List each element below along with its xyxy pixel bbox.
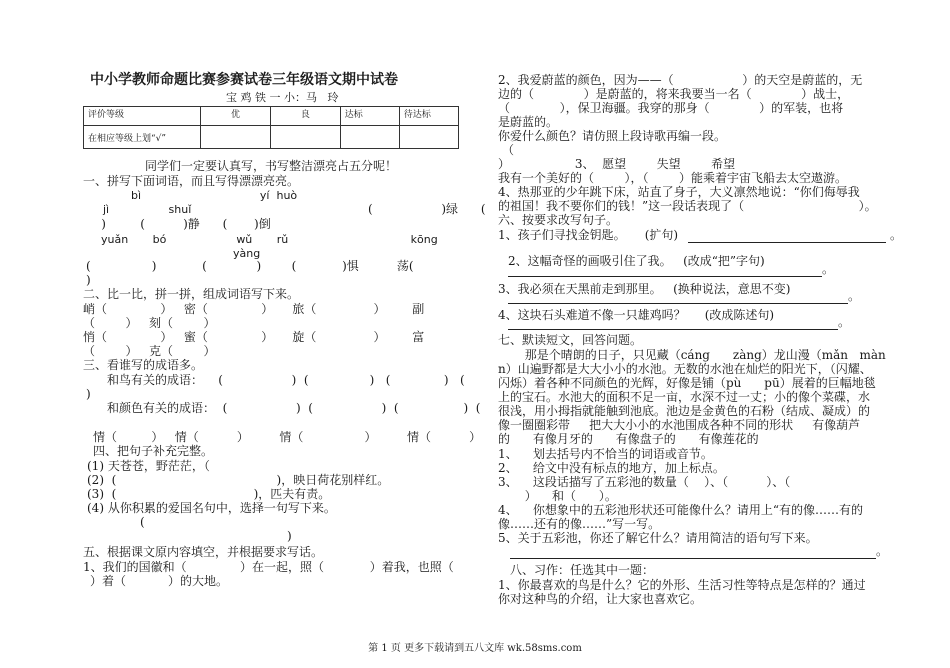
grade-cell: 达标 — [340, 107, 399, 126]
fill-line: 1、我们的国徽和（ ）在一起，照（ ）着我，也照（ — [83, 560, 454, 574]
section4-heading: 四、把句子补充完整。 — [93, 444, 214, 458]
period-mark: 。 — [822, 262, 835, 276]
fill-line: （ ），保卫海疆。我穿的那身（ ）的军装，也将 — [498, 101, 844, 115]
period-mark: 。 — [848, 289, 861, 303]
passage-line: 很浅，用小拇指就能触到池底。池边是金黄色的石粉（结成、凝成）的 — [498, 404, 871, 418]
idiom-line: 和鸟有关的成语： ( ) ( ) ( ) ( — [107, 373, 465, 387]
sentence-line: ) — [287, 529, 292, 543]
sentence-line: (3) ( )，匹夫有责。 — [87, 487, 331, 501]
fill-line: 4、热那亚的少年跳下床，站直了身子，大义凛然地说：“你们侮辱我 — [498, 185, 860, 199]
fill-line: 边的（ ）是蔚蓝的，将来我要当一名（ ）战士， — [498, 87, 850, 101]
writing-slogan: 同学们一定要认真写，书写整洁漂亮占五分呢！ — [145, 159, 398, 173]
word-choice-line: ） 3、 愿望 失望 希望 — [498, 157, 736, 171]
rewrite-question: 2、这幅奇怪的画吸引住了我。 (改成“把”字句) — [508, 254, 765, 268]
grade-cell[interactable] — [201, 126, 271, 149]
right-column — [480, 0, 950, 668]
sentence-line: (4) 从你积累的爱国名句中，选择一句写下来。 — [87, 501, 336, 515]
answer-line[interactable] — [508, 276, 822, 277]
word-pair-line: （ ） 克（ ） — [83, 344, 216, 358]
fill-line: ）着（ ）的大地。 — [90, 574, 228, 588]
rewrite-question: 1、孩子们寻找金钥匙。 (扩句) — [498, 228, 679, 242]
passage-line: 的 有像月牙的 有像盘子的 有像莲花的 — [498, 432, 759, 446]
idiom-line: 情（ ） 情（ ） 情（ ） 情（ ） — [93, 430, 482, 444]
reading-question: 1、 划去括号内不恰当的词语或音节。 — [498, 447, 713, 461]
grade-cell: 评价等级 — [84, 107, 201, 126]
grade-cell: 优 — [201, 107, 271, 126]
answer-line[interactable] — [510, 558, 876, 559]
reading-question: 5、关于五彩池，你还了解它什么？请用简洁的语句写下来。 — [498, 531, 818, 545]
blank-line: ( ) ( ) ( )惧 荡( — [86, 259, 414, 273]
reading-question: 像……还有的像……”写一写。 — [498, 517, 661, 531]
blank-line: ( )绿 ( — [368, 202, 486, 216]
grade-cell: 待达标 — [399, 107, 458, 126]
section7-heading: 七、默读短文，回答问题。 — [498, 333, 643, 347]
section6-heading: 六、按要求改写句子。 — [498, 213, 619, 227]
passage-line: 那是个晴朗的日子，只见藏（cáng zàng）龙山漫（mǎn màn — [498, 348, 886, 362]
answer-line[interactable] — [508, 303, 848, 304]
grade-cell[interactable] — [399, 126, 458, 149]
idiom-line: ) — [86, 387, 91, 401]
reading-question: 2、 给文中没有标点的地方，加上标点。 — [498, 461, 725, 475]
pinyin-line: bì yí huò — [131, 189, 298, 202]
page-footer: 第 1 页 更多下载请到五八文库 wk.58sms.com — [368, 643, 582, 654]
answer-line[interactable] — [688, 242, 886, 243]
sentence-line: (1) 天苍苍，野茫茫，（ — [87, 459, 210, 473]
grade-cell[interactable] — [340, 126, 399, 149]
passage-line: 闪烁）着各种不同颜色的光辉，好像是铺（pù pū）展着的巨幅地毯 — [498, 376, 876, 390]
rewrite-question: 4、这块石头难道不像一只雄鸡吗？ (改成陈述句) — [498, 308, 775, 322]
essay-prompt: 你对这种鸟的介绍，让大家也喜欢它。 — [498, 592, 703, 606]
grade-cell: 良 — [270, 107, 340, 126]
grade-cell[interactable] — [270, 126, 340, 149]
fill-line: 是蔚蓝的。 — [498, 115, 559, 129]
sentence-line: (2) ( )，映日荷花别样红。 — [87, 473, 390, 487]
passage-line: 上的宝石。水池大的面积不足一亩，水深不过一丈；小的像个菜碟，水 — [498, 390, 871, 404]
rewrite-question: 3、我必须在天黑前走到那里。 (换种说法，意思不变) — [498, 282, 791, 296]
grading-table — [83, 106, 459, 149]
section3-heading: 三、看谁写的成语多。 — [83, 358, 204, 372]
section8-heading: 八、习作：任选其中一题： — [510, 563, 655, 577]
reading-question: 4、 你想象中的五彩池形状还可能像什么？请用上“有的像……有的 — [498, 503, 864, 517]
blank-line: ) — [86, 273, 91, 287]
grading-row-header — [84, 107, 459, 126]
passage-line: 像一圈圈彩带 把大大小小的水池围成各种不同的形状 有像葫芦 — [498, 418, 861, 432]
word-pair-line: 峭（ ） 密（ ） 旅（ ） 副 — [83, 302, 425, 316]
fill-line: （ — [502, 143, 515, 157]
reading-question: 3、 这段话描写了五彩池的数量（ ）、（ ）、（ — [498, 475, 791, 489]
pinyin-line: yuǎn bó wǔ rǔ kōng — [101, 233, 438, 246]
period-mark: 。 — [838, 315, 851, 329]
word-pair-line: （ ） 刻（ ） — [83, 316, 216, 330]
school-author: 宝 鸡 铁 一 小：马 玲 — [226, 91, 339, 104]
fill-line: 我有一个美好的（ ），（ ）能乘着宇宙飞船去太空遨游。 — [498, 171, 848, 185]
pinyin-line: yàng — [233, 247, 261, 260]
word-pair-line: 悄（ ） 蜜（ ） 旋（ ） 富 — [83, 330, 425, 344]
idiom-line: 和颜色有关的成语： ( ) ( ) ( ) ( — [107, 401, 481, 415]
pinyin-line: jì shuǐ — [103, 203, 192, 216]
period-mark: 。 — [890, 228, 903, 242]
fill-line: 的祖国！我不要你们的钱！”这一段话表现了（ ）。 — [498, 199, 877, 213]
exam-title: 中小学教师命题比赛参赛试卷三年级语文期中试卷 — [90, 72, 398, 88]
grade-cell: 在相应等级上划“√” — [84, 126, 201, 149]
section2-heading: 二、比一比，拼一拼，组成词语写下来。 — [83, 287, 300, 301]
fill-line: 2、我爱蔚蓝的颜色，因为——（ ）的天空是蔚蓝的，无 — [498, 73, 863, 87]
essay-prompt: 1、你最喜欢的鸟是什么？它的外形、生活习性等特点是怎样的？通过 — [498, 578, 866, 592]
answer-line[interactable] — [508, 329, 838, 330]
prompt-line: 你爱什么颜色？请仿照上段诗歌再编一段。 — [498, 129, 727, 143]
grading-row-mark — [84, 126, 459, 149]
blank-line: ) ( )静 ( )倒 — [86, 217, 271, 231]
passage-line: n）山遍野都是大大小小的水池。无数的水池在灿烂的阳光下，（闪耀、 — [498, 362, 872, 376]
period-mark: 。 — [876, 544, 889, 558]
reading-question: ） 和（ ）。 — [498, 489, 617, 503]
section1-heading: 一、拼写下面词语，而且写得漂漂亮亮。 — [83, 174, 300, 188]
sentence-line: ( — [140, 515, 145, 529]
section5-heading: 五、根据课文原内容填空，并根据要求写话。 — [83, 545, 324, 559]
